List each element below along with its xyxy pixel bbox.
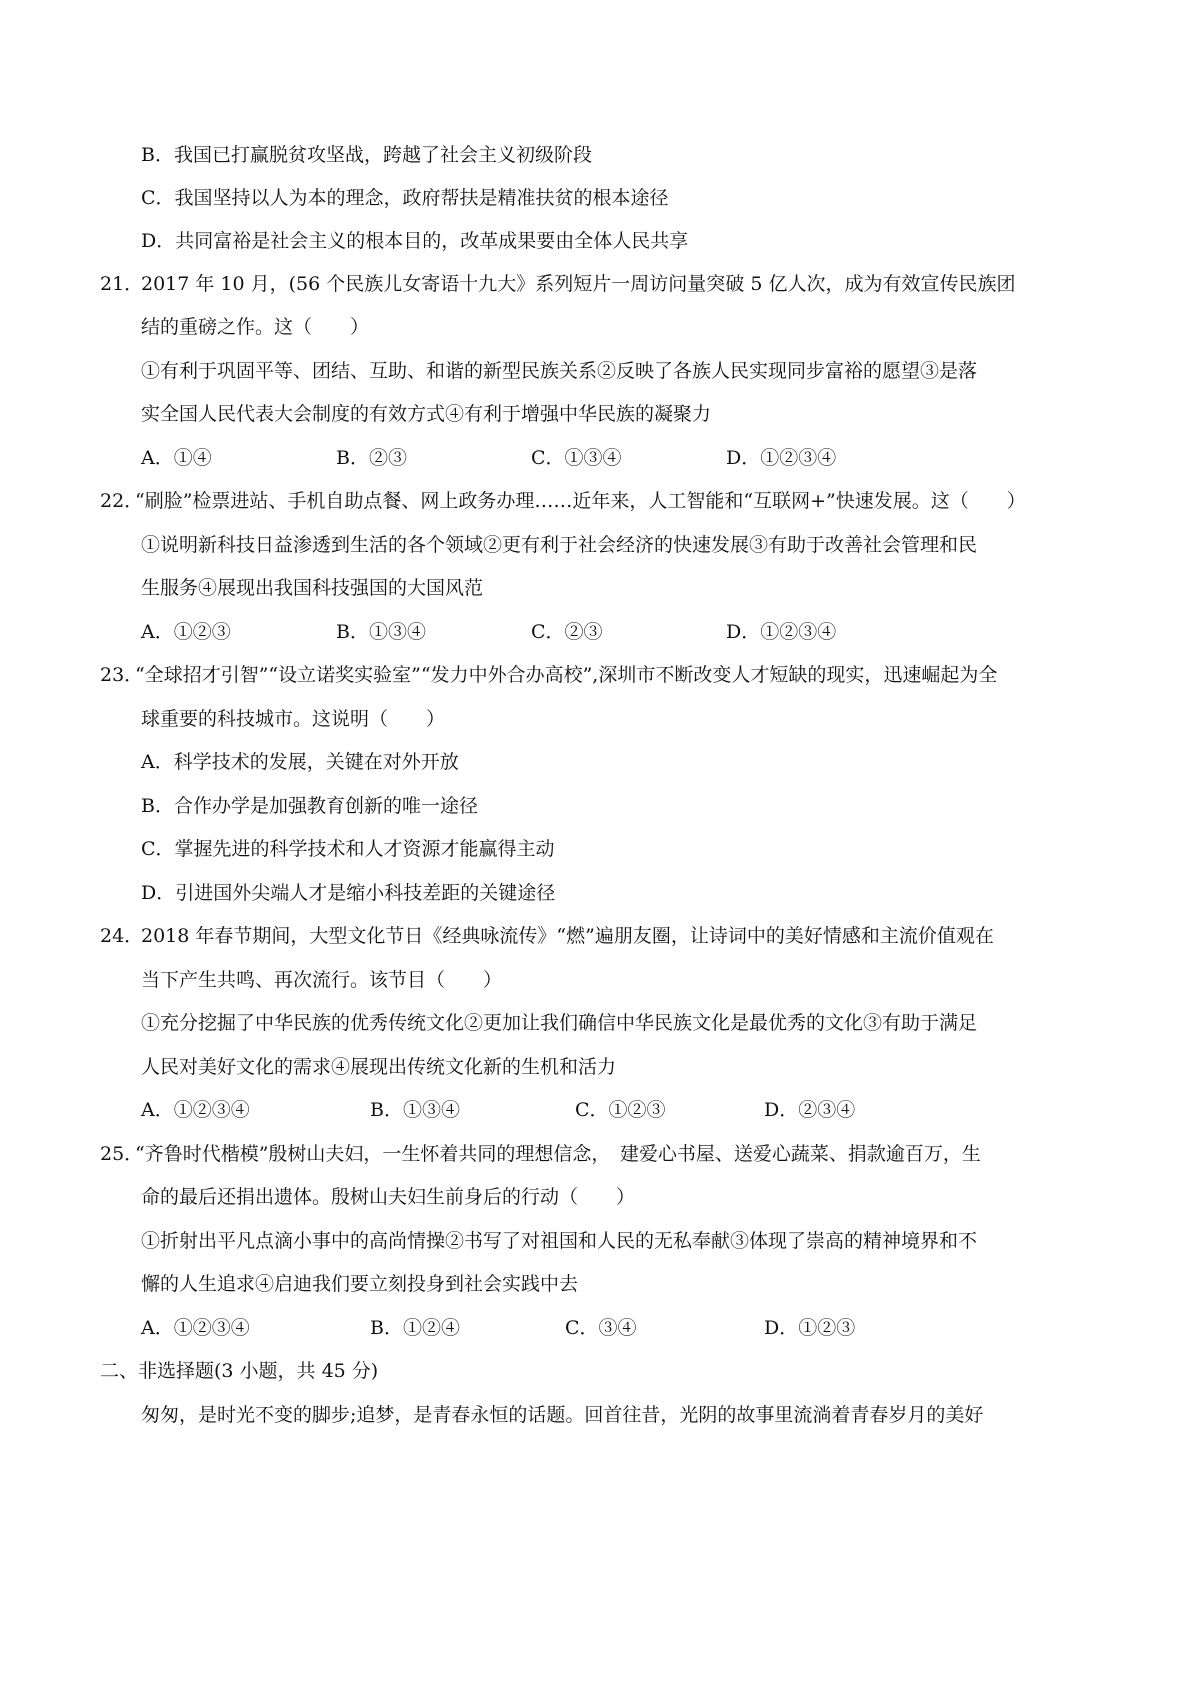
q20-option-b: B．我国已打赢脱贫攻坚战，跨越了社会主义初级阶段: [141, 144, 592, 166]
q22-stem-line1: “刷脸”检票进站、手机自助点餐、网上政务办理……近年来，人工智能和“互联网+”快速发展。这（ ）: [135, 490, 1026, 512]
q23-option-a: A．科学技术的发展，关键在对外开放: [141, 751, 459, 773]
q25-option-c: C．③④: [565, 1317, 637, 1339]
q24-number: 24．: [100, 925, 144, 947]
q21-stem-line2: 结的重磅之作。这（ ）: [141, 316, 370, 338]
q23-number: 23．: [100, 664, 144, 686]
q25-option-a: A．①②③④: [141, 1317, 250, 1339]
q21-option-d: D．①②③④: [726, 447, 837, 469]
q21-option-c: C．①③④: [531, 447, 622, 469]
q22-items-line2: 生服务④展现出我国科技强国的大国风范: [141, 577, 484, 599]
q22-option-b: B．①③④: [336, 621, 426, 643]
q23-option-d: D．引进国外尖端人才是缩小科技差距的关键途径: [141, 882, 556, 904]
q24-option-c: C．①②③: [575, 1099, 666, 1121]
q24-stem-line2: 当下产生共鸣、再次流行。该节目（ ）: [141, 969, 503, 991]
q24-items-line2: 人民对美好文化的需求④展现出传统文化新的生机和活力: [141, 1056, 617, 1078]
q22-option-d: D．①②③④: [726, 621, 837, 643]
q25-option-b: B．①②④: [370, 1317, 460, 1339]
q25-stem-line2: 命的最后还捐出遗体。殷树山夫妇生前身后的行动（ ）: [141, 1186, 636, 1208]
q21-items-line1: ①有利于巩固平等、团结、互助、和谐的新型民族关系②反映了各族人民实现同步富裕的愿望③是落: [141, 360, 978, 382]
q24-option-a: A．①②③④: [141, 1099, 250, 1121]
q25-number: 25．: [100, 1143, 144, 1165]
q25-items-line1: ①折射出平凡点滴小事中的高尚情操②书写了对祖国和人民的无私奉献③体现了崇高的精神境界和不: [141, 1230, 978, 1252]
q21-items-line2: 实全国人民代表大会制度的有效方式④有利于增强中华民族的凝聚力: [141, 403, 712, 425]
section2-heading: 二、非选择题(3 小题，共 45 分): [100, 1360, 379, 1382]
q20-option-d: D．共同富裕是社会主义的根本目的，改革成果要由全体人民共享: [141, 230, 689, 252]
q22-option-c: C．②③: [531, 621, 603, 643]
q21-number: 21．: [100, 273, 144, 295]
q22-option-a: A．①②③: [141, 621, 231, 643]
q20-option-c: C．我国坚持以人为本的理念，政府帮扶是精准扶贫的根本途径: [141, 187, 669, 209]
q21-option-b: B．②③: [336, 447, 407, 469]
q25-option-d: D．①②③: [764, 1317, 856, 1339]
q22-items-line1: ①说明新科技日益渗透到生活的各个领域②更有利于社会经济的快速发展③有助于改善社会管理和民: [141, 534, 978, 556]
q23-stem-line2: 球重要的科技城市。这说明（ ）: [141, 708, 446, 730]
q23-stem-line1: “全球招才引智”“设立诺奖实验室”“发力中外合办高校”,深圳市不断改变人才短缺的现实，迅速崛起为全: [135, 664, 998, 686]
q21-stem-line1: 2017 年 10 月，(56 个民族儿女寄语十九大》系列短片一周访问量突破 5 亿人次，成为有效宣传民族团: [141, 273, 1016, 295]
q25-stem-line1: “齐鲁时代楷模”殷树山夫妇，一生怀着共同的理想信念， 建爱心书屋、送爱心蔬菜、捐款逾百万，生: [135, 1143, 981, 1165]
q24-option-d: D．②③④: [764, 1099, 856, 1121]
q24-items-line1: ①充分挖掘了中华民族的优秀传统文化②更加让我们确信中华民族文化是最优秀的文化③有助于满足: [141, 1012, 978, 1034]
q25-items-line2: 懈的人生追求④启迪我们要立刻投身到社会实践中去: [141, 1273, 579, 1295]
q23-option-c: C．掌握先进的科学技术和人才资源才能赢得主动: [141, 838, 555, 860]
q22-number: 22．: [100, 490, 144, 512]
section2-intro: 匆匆，是时光不变的脚步;追梦，是青春永恒的话题。回首往昔，光阴的故事里流淌着青春岁月的美好: [141, 1404, 984, 1426]
q23-option-b: B．合作办学是加强教育创新的唯一途径: [141, 795, 478, 817]
q21-option-a: A．①④: [141, 447, 212, 469]
q24-option-b: B．①③④: [370, 1099, 460, 1121]
q24-stem-line1: 2018 年春节期间，大型文化节日《经典咏流传》“燃”遍朋友圈，让诗词中的美好情感和主流价值观在: [141, 925, 994, 947]
